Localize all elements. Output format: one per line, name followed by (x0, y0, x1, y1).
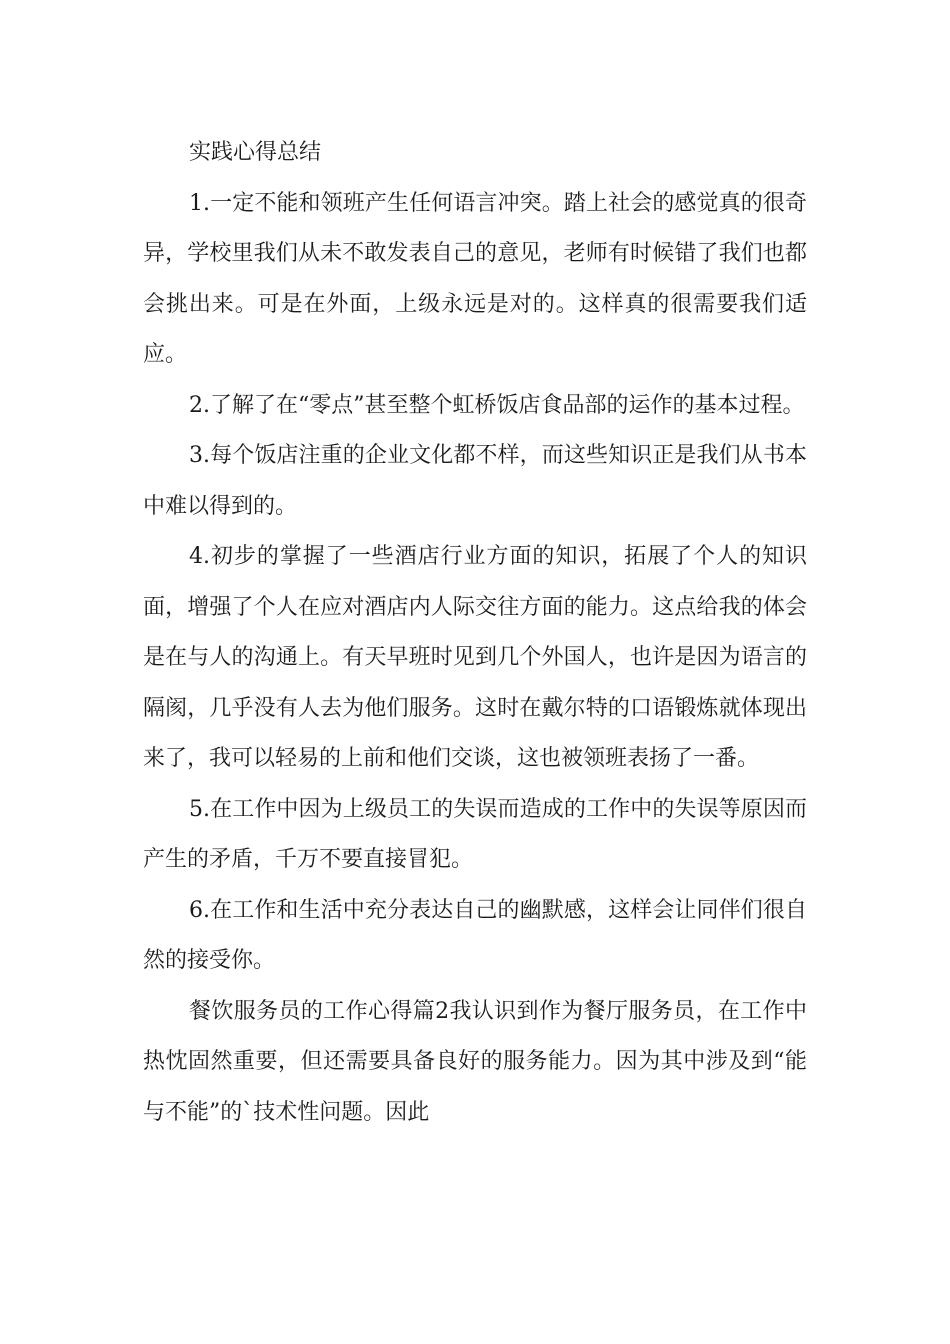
paragraph-7: 餐饮服务员的工作心得篇2我认识到作为餐厅服务员，在工作中热忱固然重要，但还需要具备良好的服务能力。因为其中涉及到“能与不能”的`技术性问题。因此 (143, 998, 807, 1125)
paragraph-1: 1.一定不能和领班产生任何语言冲突。踏上社会的感觉真的很奇异，学校里我们从未不敢发表自己的意见，老师有时候错了我们也都会挑出来。可是在外面，上级永远是对的。这样真的很需要我们适应。 (143, 190, 807, 367)
document-heading: 实践心得总结 (189, 140, 322, 165)
paragraph-4: 4.初步的掌握了一些酒店行业方面的知识，拓展了个人的知识面，增强了个人在应对酒店内人际交往方面的能力。这点给我的体会是在与人的沟通上。有天早班时见到几个外国人，也许是因为语言的隔阂，几乎没有人去为他们服务。这时在戴尔特的口语锻炼就体现出来了，我可以轻易的上前和他们交谈，这也被领班表扬了一番。 (143, 544, 807, 771)
paragraph-3: 3.每个饭店注重的企业文化都不样，而这些知识正是我们从书本中难以得到的。 (143, 443, 807, 519)
paragraph-6: 6.在工作和生活中充分表达自己的幽默感，这样会让同伴们很自然的接受你。 (143, 897, 807, 973)
document-body (143, 128, 807, 1138)
paragraph-5: 5.在工作中因为上级员工的失误而造成的工作中的失误等原因而产生的矛盾，千万不要直接冒犯。 (143, 796, 807, 872)
paragraph-2: 2.了解了在“零点”甚至整个虹桥饭店食品部的运作的基本过程。 (189, 392, 805, 418)
